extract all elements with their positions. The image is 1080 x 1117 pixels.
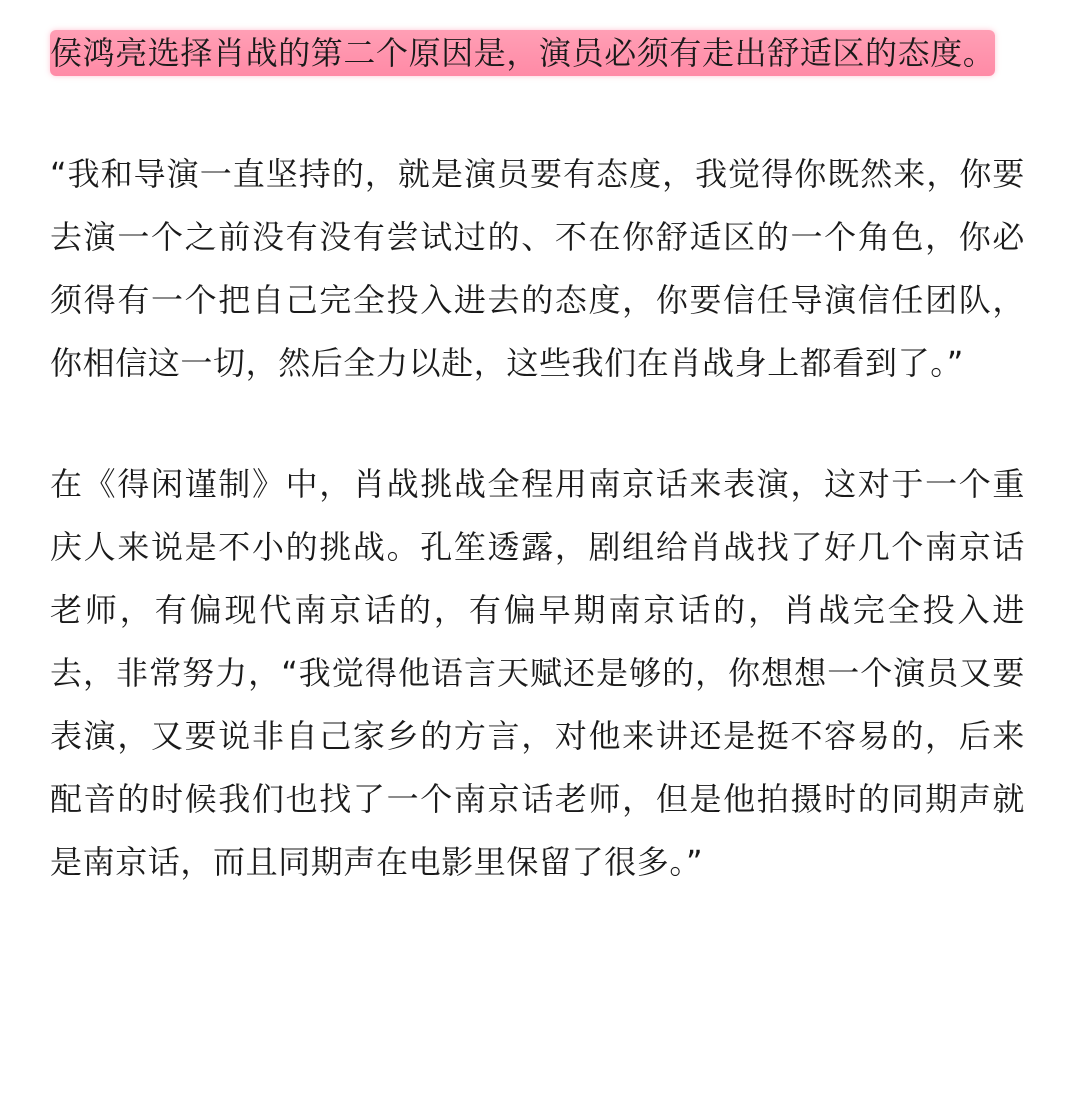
story-paragraph: 在《得闲谨制》中，肖战挑战全程用南京话来表演，这对于一个重庆人来说是不小的挑战。孔笙透露，剧组给肖战找了好几个南京话老师，有偏现代南京话的，有偏早期南京话的，肖战完全投入进去，非常努力，“我觉得他语言天赋还是够的，你想想一个演员又要表演，又要说非自己家乡的方言，对他来讲还是挺不容易的，后来配音的时候我们也找了一个南京话老师，但是他拍摄时的同期声就是南京话，而且同期声在电影里保留了很多。” xyxy=(50,465,1025,881)
article-body xyxy=(50,22,1025,894)
quote-paragraph: “我和导演一直坚持的，就是演员要有态度，我觉得你既然来，你要去演一个之前没有没有尝试过的、不在你舒适区的一个角色，你必须得有一个把自己完全投入进去的态度，你要信任导演信任团队，你相信这一切，然后全力以赴，这些我们在肖战身上都看到了。” xyxy=(50,155,1025,382)
highlight-mark: 侯鸿亮选择肖战的第二个原因是，演员必须有走出舒适区的态度。 xyxy=(50,30,995,76)
highlighted-paragraph xyxy=(50,22,1025,85)
